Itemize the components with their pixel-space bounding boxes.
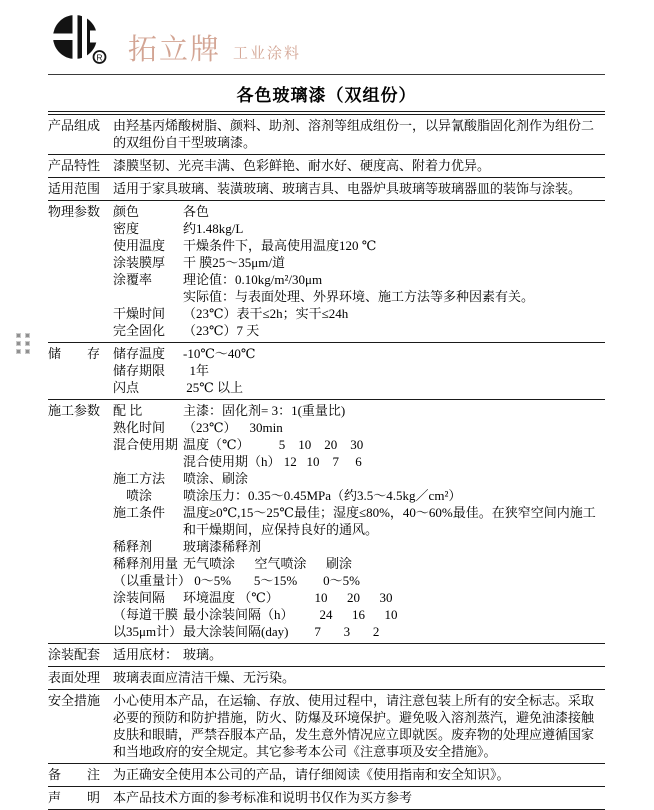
- param-name: 闪点: [113, 380, 140, 395]
- table-row: [113, 766, 605, 783]
- section-label-coating-system: 涂装配套: [48, 647, 101, 662]
- table-row: [113, 692, 605, 760]
- table-row: [113, 180, 605, 197]
- table-row: [113, 623, 605, 640]
- brand-name: 拓立牌: [128, 34, 222, 66]
- param-name: （以重量计）: [113, 573, 192, 588]
- param-value: 理论值：0.10kg/m²/30μm: [183, 272, 323, 287]
- drag-handle[interactable]: [16, 333, 30, 354]
- section-product-composition: [48, 115, 605, 155]
- section-storage: [48, 343, 605, 400]
- param-name: 以35μm计）: [113, 624, 183, 639]
- param-value: （23℃）表干≤2h；实干≤24h: [183, 306, 349, 321]
- table-row: [113, 220, 605, 237]
- param-value: 最大涂装间隔(day) 7 3 2: [183, 624, 380, 639]
- section-label-statement: 声 明: [48, 790, 101, 805]
- section-body: [113, 789, 605, 806]
- section-label-storage: 储 存: [48, 346, 101, 361]
- param-value: -10℃～40℃: [183, 346, 256, 361]
- table-row: [113, 345, 605, 362]
- table-row: [113, 322, 605, 339]
- param-value: 约1.48kg/L: [183, 221, 244, 236]
- section-body: [113, 692, 605, 760]
- product-title: 各色玻璃漆（双组份）: [236, 86, 417, 105]
- param-name: [113, 453, 183, 470]
- header-divider: [48, 74, 605, 75]
- section-label-physical-parameters: 物理参数: [48, 204, 101, 219]
- table-row: [113, 436, 605, 453]
- param-name: 储存温度: [113, 346, 166, 361]
- param-value: （23℃）7 天: [183, 323, 260, 338]
- table-row: [113, 470, 605, 487]
- param-value: 喷涂压力：0.35～0.45MPa（约3.5～4.5kg／cm²）: [183, 488, 462, 503]
- section-label-application-parameters: 施工参数: [48, 403, 101, 418]
- section-product-features: [48, 155, 605, 178]
- registered-mark: R: [96, 52, 103, 63]
- table-row: [113, 504, 605, 538]
- table-row: [113, 487, 605, 504]
- table-row: [113, 237, 605, 254]
- section-physical-parameters: [48, 201, 605, 343]
- section-remarks: [48, 764, 605, 787]
- section-body: [113, 117, 605, 151]
- table-row: [113, 157, 605, 174]
- param-name: 稀释剂用量: [113, 556, 179, 571]
- section-body: [113, 669, 605, 686]
- table-row: [113, 305, 605, 322]
- param-value: 干燥条件下，最高使用温度120 ℃: [183, 238, 377, 253]
- section-label-remarks: 备 注: [48, 767, 101, 782]
- drag-dot: [25, 333, 30, 338]
- section-body: [113, 646, 605, 663]
- drag-dot: [25, 341, 30, 346]
- section-body: [113, 180, 605, 197]
- section-text: 为正确安全使用本公司的产品，请仔细阅读《使用指南和安全知识》。: [113, 767, 510, 782]
- table-row: [113, 789, 605, 806]
- section-text: 适用于家具玻璃、装潢玻璃、玻璃吉具、电器炉具玻璃等玻璃器皿的装饰与涂装。: [113, 181, 582, 196]
- param-name: 涂覆率: [113, 272, 153, 287]
- param-name: 涂装间隔: [113, 590, 166, 605]
- drag-dot: [25, 349, 30, 354]
- param-value: 温度（℃） 5 10 20 30: [183, 437, 364, 452]
- drag-dot: [16, 341, 21, 346]
- table-row: [113, 589, 605, 606]
- param-value: 0～5% 5～15% 0～5%: [191, 573, 361, 588]
- drag-dot: [16, 349, 21, 354]
- table-row: [113, 402, 605, 419]
- table-row: [113, 646, 605, 663]
- table-row: [113, 379, 605, 396]
- param-value: 喷涂、刷涂: [183, 471, 249, 486]
- drag-dot: [16, 333, 21, 338]
- param-value: 玻璃。: [183, 647, 223, 662]
- table-row: [113, 555, 605, 572]
- param-name: （每道干膜: [113, 607, 179, 622]
- param-name: 施工方法: [113, 471, 166, 486]
- brand-logo-icon: [48, 13, 112, 67]
- param-name: 干燥时间: [113, 306, 166, 321]
- param-value: 无气喷涂 空气喷涂 刷涂: [183, 556, 353, 571]
- param-name: 熟化时间: [113, 420, 166, 435]
- section-text: 小心使用本产品，在运输、存放、使用过程中，请注意包装上所有的安全标志。采取必要的预防和防护措施，防火、防爆及环境保护。避免吸入溶剂蒸汽，避免油漆接触皮肤和眼睛，严禁吞服本产品，发生意外情况应立即就医。废弃物的处理应遵循国家和当地政府的安全规定。其它参考本公司《注意事项及安全措施》。: [113, 693, 595, 759]
- param-name: 喷涂: [113, 488, 153, 503]
- section-body: [113, 157, 605, 174]
- param-value: 环境温度 （℃） 10 20 30: [183, 590, 393, 605]
- section-label-surface-treatment: 表面处理: [48, 670, 101, 685]
- param-value: （23℃） 30min: [183, 420, 283, 435]
- section-application-range: [48, 178, 605, 201]
- param-name: 配 比: [113, 403, 143, 418]
- param-value: 干 膜25～35μm/道: [183, 255, 285, 270]
- section-text: 由羟基丙烯酸树脂、颜料、助剂、溶剂等组成组份一，以异氰酸脂固化剂作为组份二的双组份自干型玻璃漆。: [113, 118, 595, 150]
- section-safety-measures: [48, 690, 605, 764]
- param-value: 实际值：与表面处理、外界环境、施工方法等多种因素有关。: [183, 289, 535, 304]
- param-value: 温度≥0℃,15～25℃最佳；湿度≤80%，40～60%最佳。在狭窄空间内施工和干燥期间，应保持良好的通风。: [183, 505, 596, 537]
- section-body: [113, 766, 605, 783]
- section-body: [113, 345, 605, 396]
- section-surface-treatment: [48, 667, 605, 690]
- table-row: [113, 271, 605, 288]
- section-label-safety-measures: 安全措施: [48, 693, 101, 708]
- section-body: [113, 402, 605, 640]
- document-header: [48, 13, 605, 75]
- param-value: 25℃ 以上: [183, 380, 244, 395]
- table-row: [113, 669, 605, 686]
- section-statement: [48, 787, 605, 810]
- param-name: [113, 288, 183, 305]
- section-label-application-range: 适用范围: [48, 181, 101, 196]
- param-name: 适用底材：: [113, 647, 179, 662]
- param-value: 主漆：固化剂= 3：1(重量比): [183, 403, 346, 418]
- param-name: 完全固化: [113, 323, 166, 338]
- param-value: 玻璃漆稀释剂: [183, 539, 262, 554]
- section-application-parameters: [48, 400, 605, 644]
- param-name: 颜色: [113, 204, 140, 219]
- table-row: [113, 117, 605, 151]
- table-row: [113, 288, 605, 305]
- param-name: 密度: [113, 221, 140, 236]
- param-name: 施工条件: [113, 505, 166, 520]
- table-row: [113, 453, 605, 470]
- section-text: 玻璃表面应清洁干燥、无污染。: [113, 670, 296, 685]
- param-name: 涂装膜厚: [113, 255, 166, 270]
- section-body: [113, 203, 605, 339]
- table-row: [113, 538, 605, 555]
- table-row: [113, 419, 605, 436]
- param-value: 混合使用期（h） 12 10 7 6: [183, 454, 362, 469]
- param-name: 使用温度: [113, 238, 166, 253]
- table-row: [113, 572, 605, 589]
- section-text: 漆膜坚韧、光亮丰满、色彩鲜艳、耐水好、硬度高、附着力优异。: [113, 158, 491, 173]
- brand-subtitle: 工业涂料: [233, 46, 302, 62]
- param-name: 稀释剂: [113, 539, 153, 554]
- table-row: [113, 606, 605, 623]
- param-value: 各色: [183, 204, 210, 219]
- param-value: 1年: [183, 363, 210, 378]
- section-text: 本产品技术方面的参考标准和说明书仅作为买方参考: [113, 790, 413, 805]
- section-coating-system: [48, 644, 605, 667]
- spec-table: [48, 111, 605, 810]
- section-label-product-composition: 产品组成: [48, 118, 101, 133]
- param-value: 最小涂装间隔（h） 24 16 10: [183, 607, 398, 622]
- table-row: [113, 362, 605, 379]
- section-label-product-features: 产品特性: [48, 158, 101, 173]
- param-name: 储存期限: [113, 363, 166, 378]
- param-name: 混合使用期: [113, 437, 179, 452]
- table-row: [113, 203, 605, 220]
- table-row: [113, 254, 605, 271]
